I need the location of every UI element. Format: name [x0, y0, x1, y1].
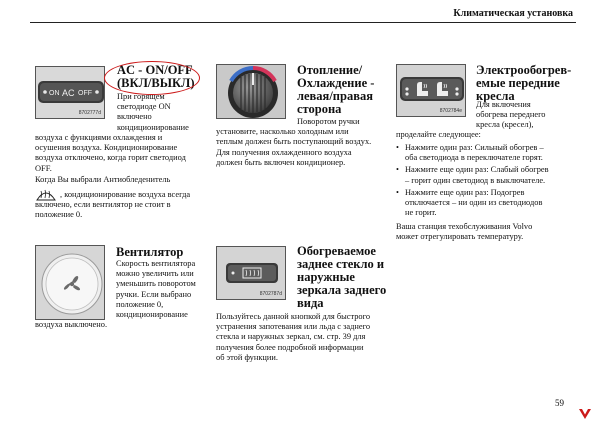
seat-bullet-line: • Нажмите еще один раз: Слабый обогрев: [405, 165, 549, 175]
rear-text-line: Пользуйтесь данной кнопкой для быстрого: [216, 312, 371, 321]
ac-title-line2: (ВКЛ/ВЫКЛ): [117, 76, 195, 90]
rear-text-line: устранения запотевания или льда с заднего: [216, 322, 371, 332]
seat-bullet-item: [396, 165, 566, 185]
seat-bullet-item: [396, 143, 566, 163]
ac-text-line: светодиоде ON: [117, 102, 171, 112]
seat-bullet-item: [396, 188, 566, 219]
ac-text-line: включено: [117, 112, 152, 122]
seat-text-line: обогрева переднего: [476, 110, 546, 120]
seat-heater-image: [396, 64, 466, 117]
page-header-title: Климатическая установка: [453, 8, 573, 19]
fan-text-full: воздуха выключено.: [35, 320, 108, 329]
seat-title-line: Электрообогрев-: [476, 63, 572, 77]
heat-text: [216, 117, 371, 168]
seat-bullet-line: • Нажмите один раз: Сильный обогрев –: [405, 143, 544, 152]
seat-bullet-line: не горит.: [405, 208, 437, 218]
ac-button-image: [35, 66, 105, 119]
temperature-dial-illustration: [217, 65, 286, 119]
ac-text-line: При горящем: [117, 92, 165, 101]
rear-title-line: наружные: [297, 270, 355, 284]
seat-footer-text: [396, 222, 532, 242]
ac-title-line1: AC - ON/OFF: [117, 63, 193, 77]
rear-section-title: [297, 245, 386, 310]
page-number: 59: [555, 398, 564, 408]
heat-text-line: Поворотом ручки: [297, 117, 360, 126]
fan-text-line: положение 0,: [116, 299, 164, 309]
rear-image-code: 8702787d: [259, 291, 282, 297]
ac-text-right: [117, 92, 189, 133]
rear-text-line: об этой функции.: [216, 352, 278, 362]
seat-title-line: кресла: [476, 89, 515, 103]
temperature-dial-image: [216, 64, 286, 119]
seat-text-line: кресла (кресел),: [476, 120, 534, 130]
brand-logo-icon: [578, 407, 592, 419]
ac-text-line: воздуха с функциями охлаждения и: [35, 133, 163, 142]
seat-bullet-line: отключается – ни один из светодиодов: [405, 198, 543, 208]
rear-title-line: Обогреваемое: [297, 244, 376, 258]
seat-intro: проделайте следующее:: [396, 130, 481, 139]
seat-bullet-line: – горит один светодиод в выключателе.: [405, 175, 546, 185]
header-divider: [30, 22, 576, 23]
ac-text-line: воздуха отключено, когда горит светодиод: [35, 153, 186, 163]
seat-image-code: 8702784e: [439, 108, 462, 114]
fan-knob-illustration: [36, 246, 105, 320]
seat-section-title: [476, 64, 571, 103]
heat-title-line: Отопление/: [297, 63, 363, 77]
ac-text-line: осушения воздуха. Кондиционирование: [35, 143, 178, 153]
fan-knob-image: [35, 245, 105, 320]
heat-title-line: Охлаждение -: [297, 76, 375, 90]
fan-text-line: Скорость вентилятора: [116, 259, 196, 268]
heat-text-line: должен быть включен кондиционер.: [216, 157, 346, 167]
heat-section-title: [297, 64, 374, 116]
ac-image-code: 8702777d: [78, 110, 101, 116]
ac-text-line: кондиционирование: [117, 122, 189, 132]
seat-bullet-line: • Нажмите еще один раз: Подогрев: [405, 187, 525, 197]
rear-title-line: заднее стекло и: [297, 257, 385, 271]
fan-title: Вентилятор: [116, 245, 184, 259]
seat-footer-line: может отрегулировать температуру.: [396, 232, 524, 242]
fan-text-line: уменьшить поворотом: [116, 279, 196, 289]
seat-bullet-list: [396, 143, 566, 218]
rear-text: [216, 312, 370, 363]
heat-title-line: сторона: [297, 102, 342, 116]
fan-text-line: можно увеличить или: [116, 269, 194, 279]
rear-defrost-image: [216, 246, 286, 300]
defrost-intro: Когда Вы выбрали Антиобледенитель: [35, 175, 171, 184]
defrost-text-line: включено, если вентилятор не стоит в: [35, 200, 171, 210]
heat-title-line: левая/правая: [297, 89, 373, 103]
seat-footer-line: Ваша станция техобслуживания Volvo: [396, 222, 533, 231]
ac-on-label: ON: [49, 90, 60, 97]
defrost-text-line: , кондиционирование воздуха всегда: [60, 190, 191, 199]
fan-text-right: [116, 259, 196, 320]
seat-title-line: емые передние: [476, 76, 560, 90]
defrost-text-line: положение 0.: [35, 210, 83, 220]
rear-title-line: зеркала заднего: [297, 283, 387, 297]
ac-text-full: [35, 133, 186, 174]
ac-section-title: [117, 64, 195, 90]
ac-off-label: OFF: [78, 90, 92, 97]
defrost-text: [35, 190, 190, 221]
heat-text-line: Для получения охлажденного воздуха: [216, 147, 352, 157]
rear-text-line: получения более подробной информации: [216, 342, 364, 352]
ac-text-line: OFF.: [35, 163, 52, 173]
seat-text-right: [476, 100, 546, 131]
seat-text-line: Для включения: [476, 100, 531, 109]
heat-text-line: установите, насколько холодным или: [216, 127, 349, 137]
fan-text-line: ручки. Если выбрано: [116, 289, 192, 299]
heat-text-line: теплым должен быть поступающий воздух.: [216, 137, 372, 147]
ac-main-label: AC: [62, 88, 75, 98]
seat-bullet-line: оба светодиода в переключателе горят.: [405, 153, 543, 163]
fan-text-line: кондиционирование: [116, 310, 188, 320]
rear-title-line: вида: [297, 296, 324, 310]
rear-text-line: стекла и наружных зеркал, см. стр. 39 для: [216, 332, 366, 342]
